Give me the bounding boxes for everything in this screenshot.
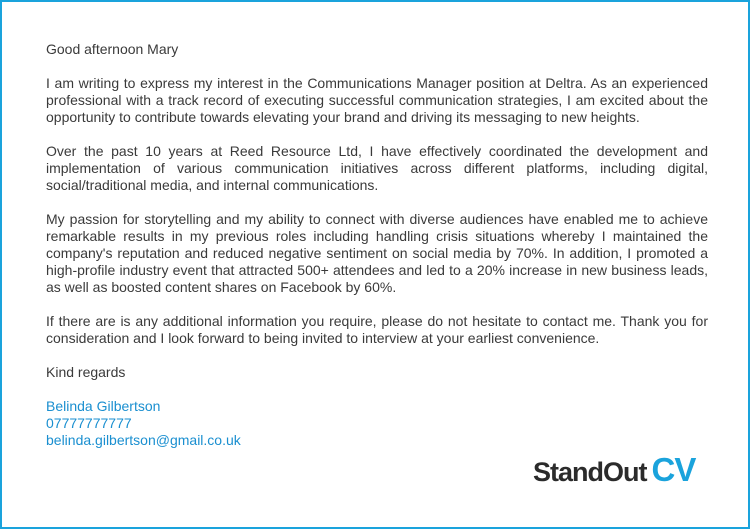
standout-cv-logo — [533, 451, 695, 489]
letter-body — [46, 41, 708, 449]
signature-phone: 07777777777 — [46, 415, 132, 431]
signature-block — [46, 398, 708, 449]
sign-off: Kind regards — [46, 364, 126, 380]
paragraph-achievements: My passion for storytelling and my ability to connect with diverse audiences have enabled me to achieve remarkable results in my previous roles including handling crisis situations whereby I maintained the company's reputation and reduced negative sentiment on social media by 70%. In addition, I promoted a high-profile industry event that attracted 500+ attendees and led to a 20% increase in new business leads, as well as boosted content shares on Facebook by 60%. — [46, 211, 708, 295]
logo-wordmark: StandOut — [533, 457, 647, 487]
signature-email: belinda.gilbertson@gmail.co.uk — [46, 432, 241, 448]
greeting: Good afternoon Mary — [46, 41, 179, 57]
signature-name: Belinda Gilbertson — [46, 398, 161, 414]
paragraph-experience: Over the past 10 years at Reed Resource Ltd, I have effectively coordinated the development and implementation of various communication initiatives across different platforms, including digital, social/traditional media, and internal communications. — [46, 143, 708, 193]
logo-cv-mark: CV — [651, 451, 696, 488]
paragraph-intro: I am writing to express my interest in the Communications Manager position at Deltra. As an experienced professional with a track record of executing successful communication strategies, I am excited about the opportunity to contribute towards elevating your brand and driving its messaging to new heights. — [46, 75, 708, 125]
paragraph-closing: If there are is any additional information you require, please do not hesitate to contact me. Thank you for consideration and I look forward to being invited to interview at your earliest convenience. — [46, 313, 708, 346]
